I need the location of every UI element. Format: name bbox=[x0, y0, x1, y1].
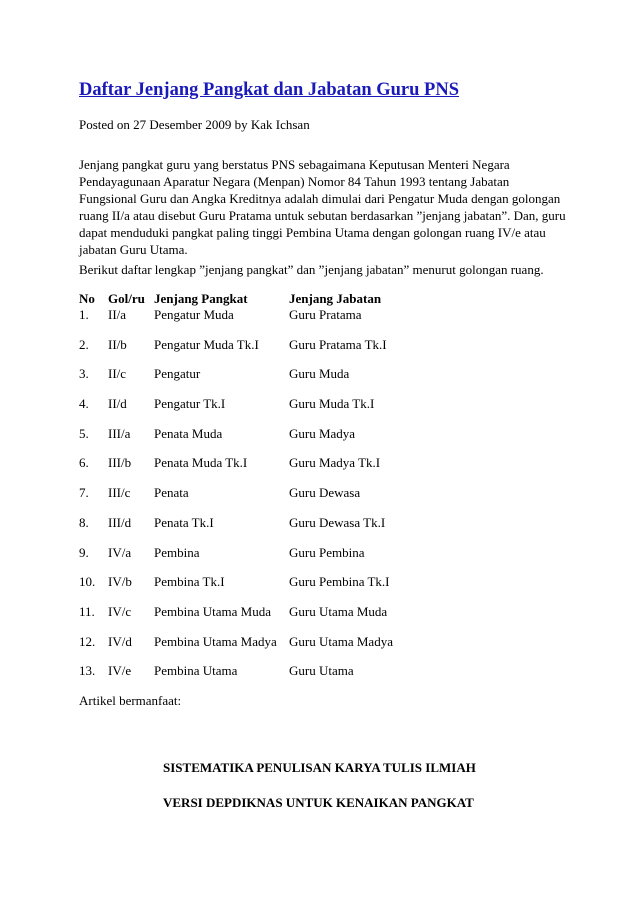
intro-line: Jenjang pangkat guru yang berstatus PNS sebagaimana Keputusan Menteri Negara bbox=[79, 157, 510, 172]
cell-gol: III/c bbox=[108, 485, 131, 501]
intro-line: jabatan Guru Utama. bbox=[79, 242, 188, 257]
cell-jabatan: Guru Pratama Tk.I bbox=[289, 336, 387, 352]
cell-pangkat: Pembina bbox=[154, 544, 200, 560]
cell-jabatan: Guru Utama Muda bbox=[289, 603, 388, 619]
list-intro: Berikut daftar lengkap ”jenjang pangkat” dan ”jenjang jabatan” menurut golongan ruang. bbox=[79, 262, 544, 277]
cell-jabatan: Guru Utama Madya bbox=[289, 633, 393, 649]
related-link-versi[interactable]: VERSI DEPDIKNAS UNTUK KENAIKAN PANGKAT bbox=[163, 795, 474, 810]
cell-gol: III/b bbox=[108, 455, 132, 471]
cell-no: 12. bbox=[79, 633, 96, 649]
cell-gol: III/a bbox=[108, 425, 131, 441]
cell-pangkat: Pengatur bbox=[154, 366, 201, 382]
table-row bbox=[79, 634, 559, 664]
cell-jabatan: Guru Dewasa Tk.I bbox=[289, 514, 386, 530]
related-link-sistematika[interactable]: SISTEMATIKA PENULISAN KARYA TULIS ILMIAH bbox=[163, 760, 476, 775]
cell-no: 13. bbox=[79, 663, 96, 679]
intro-paragraph bbox=[79, 156, 566, 258]
cell-no: 7. bbox=[79, 485, 89, 501]
intro-line: dapat menduduki pangkat paling tinggi Pembina Utama dengan golongan ruang IV/e atau bbox=[79, 225, 546, 240]
cell-jabatan: Guru Utama bbox=[289, 663, 354, 679]
header-no: No bbox=[79, 291, 95, 306]
cell-jabatan: Guru Muda Tk.I bbox=[289, 396, 375, 412]
cell-no: 2. bbox=[79, 336, 89, 352]
header-pangkat: Jenjang Pangkat bbox=[154, 291, 248, 306]
table-row bbox=[79, 574, 559, 604]
cell-gol: II/d bbox=[108, 396, 127, 412]
cell-jabatan: Guru Pembina bbox=[289, 544, 365, 560]
table-row bbox=[79, 337, 559, 367]
cell-pangkat: Pengatur Muda bbox=[154, 307, 234, 322]
cell-jabatan: Guru Pembina Tk.I bbox=[289, 574, 390, 590]
intro-line: ruang II/a atau disebut Guru Pratama untuk sebutan berdasarkan ”jenjang jabatan”. Dan, guru bbox=[79, 208, 566, 223]
table-row bbox=[79, 515, 559, 545]
article-title-link[interactable]: Daftar Jenjang Pangkat dan Jabatan Guru PNS bbox=[79, 80, 459, 100]
cell-jabatan: Guru Madya Tk.I bbox=[289, 455, 381, 471]
cell-pangkat: Pembina Utama Muda bbox=[154, 603, 271, 619]
cell-no: 10. bbox=[79, 574, 96, 590]
cell-pangkat: Pembina Utama Madya bbox=[154, 633, 277, 649]
cell-pangkat: Penata Tk.I bbox=[154, 514, 214, 530]
post-meta: Posted on 27 Desember 2009 by Kak Ichsan bbox=[79, 117, 310, 132]
cell-pangkat: Pengatur Muda Tk.I bbox=[154, 336, 259, 352]
intro-line: Pendayagunaan Aparatur Negara (Menpan) Nomor 84 Tahun 1993 tentang Jabatan bbox=[79, 174, 510, 189]
cell-gol: II/c bbox=[108, 366, 127, 382]
cell-pangkat: Pembina Utama bbox=[154, 663, 238, 679]
cell-no: 1. bbox=[79, 307, 89, 322]
table-row bbox=[79, 663, 559, 693]
cell-no: 6. bbox=[79, 455, 89, 471]
cell-no: 8. bbox=[79, 514, 89, 530]
table-row bbox=[79, 426, 559, 456]
cell-no: 11. bbox=[79, 603, 95, 619]
table-row bbox=[79, 366, 559, 396]
rank-table bbox=[79, 291, 559, 693]
cell-pangkat: Penata Muda bbox=[154, 425, 223, 441]
cell-no: 9. bbox=[79, 544, 89, 560]
table-row bbox=[79, 604, 559, 634]
intro-line: Fungsional Guru dan Angka Kreditnya adalah dimulai dari Pengatur Muda dengan golongan bbox=[79, 191, 561, 206]
cell-gol: IV/b bbox=[108, 574, 132, 590]
table-row bbox=[79, 307, 559, 337]
table-header-row bbox=[79, 291, 559, 307]
table-row bbox=[79, 455, 559, 485]
cell-no: 4. bbox=[79, 396, 89, 412]
cell-gol: III/d bbox=[108, 514, 132, 530]
cell-jabatan: Guru Madya bbox=[289, 425, 356, 441]
cell-pangkat: Pengatur Tk.I bbox=[154, 396, 226, 412]
cell-gol: IV/c bbox=[108, 603, 132, 619]
cell-gol: IV/e bbox=[108, 663, 132, 679]
cell-pangkat: Pembina Tk.I bbox=[154, 574, 225, 590]
cell-gol: II/b bbox=[108, 336, 127, 352]
header-gol: Gol/ru bbox=[108, 291, 145, 306]
cell-jabatan: Guru Dewasa bbox=[289, 485, 361, 501]
header-jabatan: Jenjang Jabatan bbox=[289, 291, 382, 306]
cell-pangkat: Penata bbox=[154, 485, 189, 501]
cell-jabatan: Guru Muda bbox=[289, 366, 350, 382]
table-row bbox=[79, 396, 559, 426]
cell-gol: IV/a bbox=[108, 544, 132, 560]
table-row bbox=[79, 485, 559, 515]
cell-jabatan: Guru Pratama bbox=[289, 307, 362, 322]
cell-no: 3. bbox=[79, 366, 89, 382]
cell-gol: II/a bbox=[108, 307, 127, 322]
table-row bbox=[79, 545, 559, 575]
related-label: Artikel bermanfaat: bbox=[79, 693, 182, 708]
cell-pangkat: Penata Muda Tk.I bbox=[154, 455, 248, 471]
cell-gol: IV/d bbox=[108, 633, 132, 649]
cell-no: 5. bbox=[79, 425, 89, 441]
